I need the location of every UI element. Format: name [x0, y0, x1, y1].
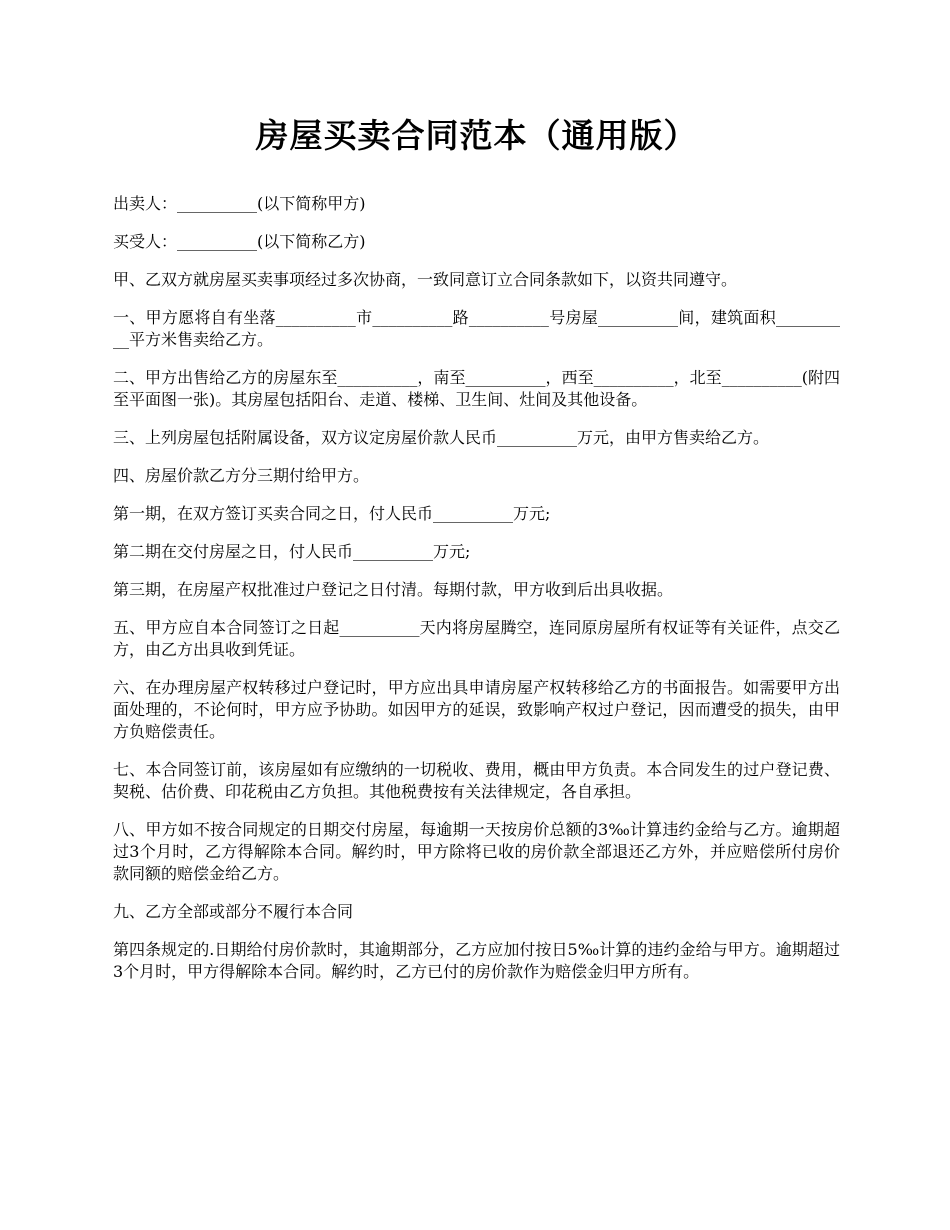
- clause-5: 五、甲方应自本合同签订之日起__________天内将房屋腾空，连同原房屋所有权证等有关证件，点交乙方，由乙方出具收到凭证。: [113, 618, 840, 659]
- preamble-paragraph: 甲、乙双方就房屋买卖事项经过多次协商，一致同意订立合同条款如下，以资共同遵守。: [113, 270, 738, 289]
- clause-1: 一、甲方愿将自有坐落__________市__________路__________号房屋__________间，建筑面积__________平方米售卖给乙方。: [113, 308, 840, 349]
- clause-7: 七、本合同签订前，该房屋如有应缴纳的一切税收、费用，概由甲方负责。本合同发生的过户登记费、契税、估价费、印花税由乙方负担。其他税费按有关法律规定，各自承担。: [113, 760, 840, 801]
- payment-phase-3: 第三期，在房屋产权批准过户登记之日付清。每期付款，甲方收到后出具收据。: [113, 580, 674, 599]
- document-page: [113, 112, 840, 999]
- clause-2: 二、甲方出售给乙方的房屋东至__________，南至__________，西至__________，北至__________(附四至平面图一张)。其房屋包括阳台、走道、楼梯、卫生间、灶间及其他设备。: [113, 368, 840, 409]
- buyer-line: 买受人：__________(以下简称乙方): [113, 232, 366, 251]
- clause-8: 八、甲方如不按合同规定的日期交付房屋，每逾期一天按房价总额的3‰计算违约金给与乙方。逾期超过3个月时，乙方得解除本合同。解约时，甲方除将已收的房价款全部退还乙方外，并应赔偿所付房价款同额的赔偿金给乙方。: [113, 820, 840, 883]
- clause-9-continued: 第四条规定的.日期给付房价款时，其逾期部分，乙方应加付按日5‰计算的违约金给与甲方。逾期超过3个月时，甲方得解除本合同。解约时，乙方已付的房价款作为赔偿金归甲方所有。: [113, 940, 840, 981]
- clause-3: 三、上列房屋包括附属设备，双方议定房屋价款人民币__________万元，由甲方售卖给乙方。: [113, 428, 770, 447]
- clause-9: 九、乙方全部或部分不履行本合同: [113, 902, 354, 921]
- payment-phase-2: 第二期在交付房屋之日，付人民币__________万元;: [113, 542, 471, 561]
- seller-line: 出卖人：__________(以下简称甲方): [113, 194, 366, 213]
- clause-6: 六、在办理房屋产权转移过户登记时，甲方应出具申请房屋产权转移给乙方的书面报告。如需要甲方出面处理的，不论何时，甲方应予协助。如因甲方的延误，致影响产权过户登记，因而遭受的损失，由甲方负赔偿责任。: [113, 678, 840, 741]
- document-title: 房屋买卖合同范本（通用版）: [255, 116, 698, 155]
- clause-4: 四、房屋价款乙方分三期付给甲方。: [113, 466, 370, 485]
- payment-phase-1: 第一期，在双方签订买卖合同之日，付人民币__________万元;: [113, 504, 551, 523]
